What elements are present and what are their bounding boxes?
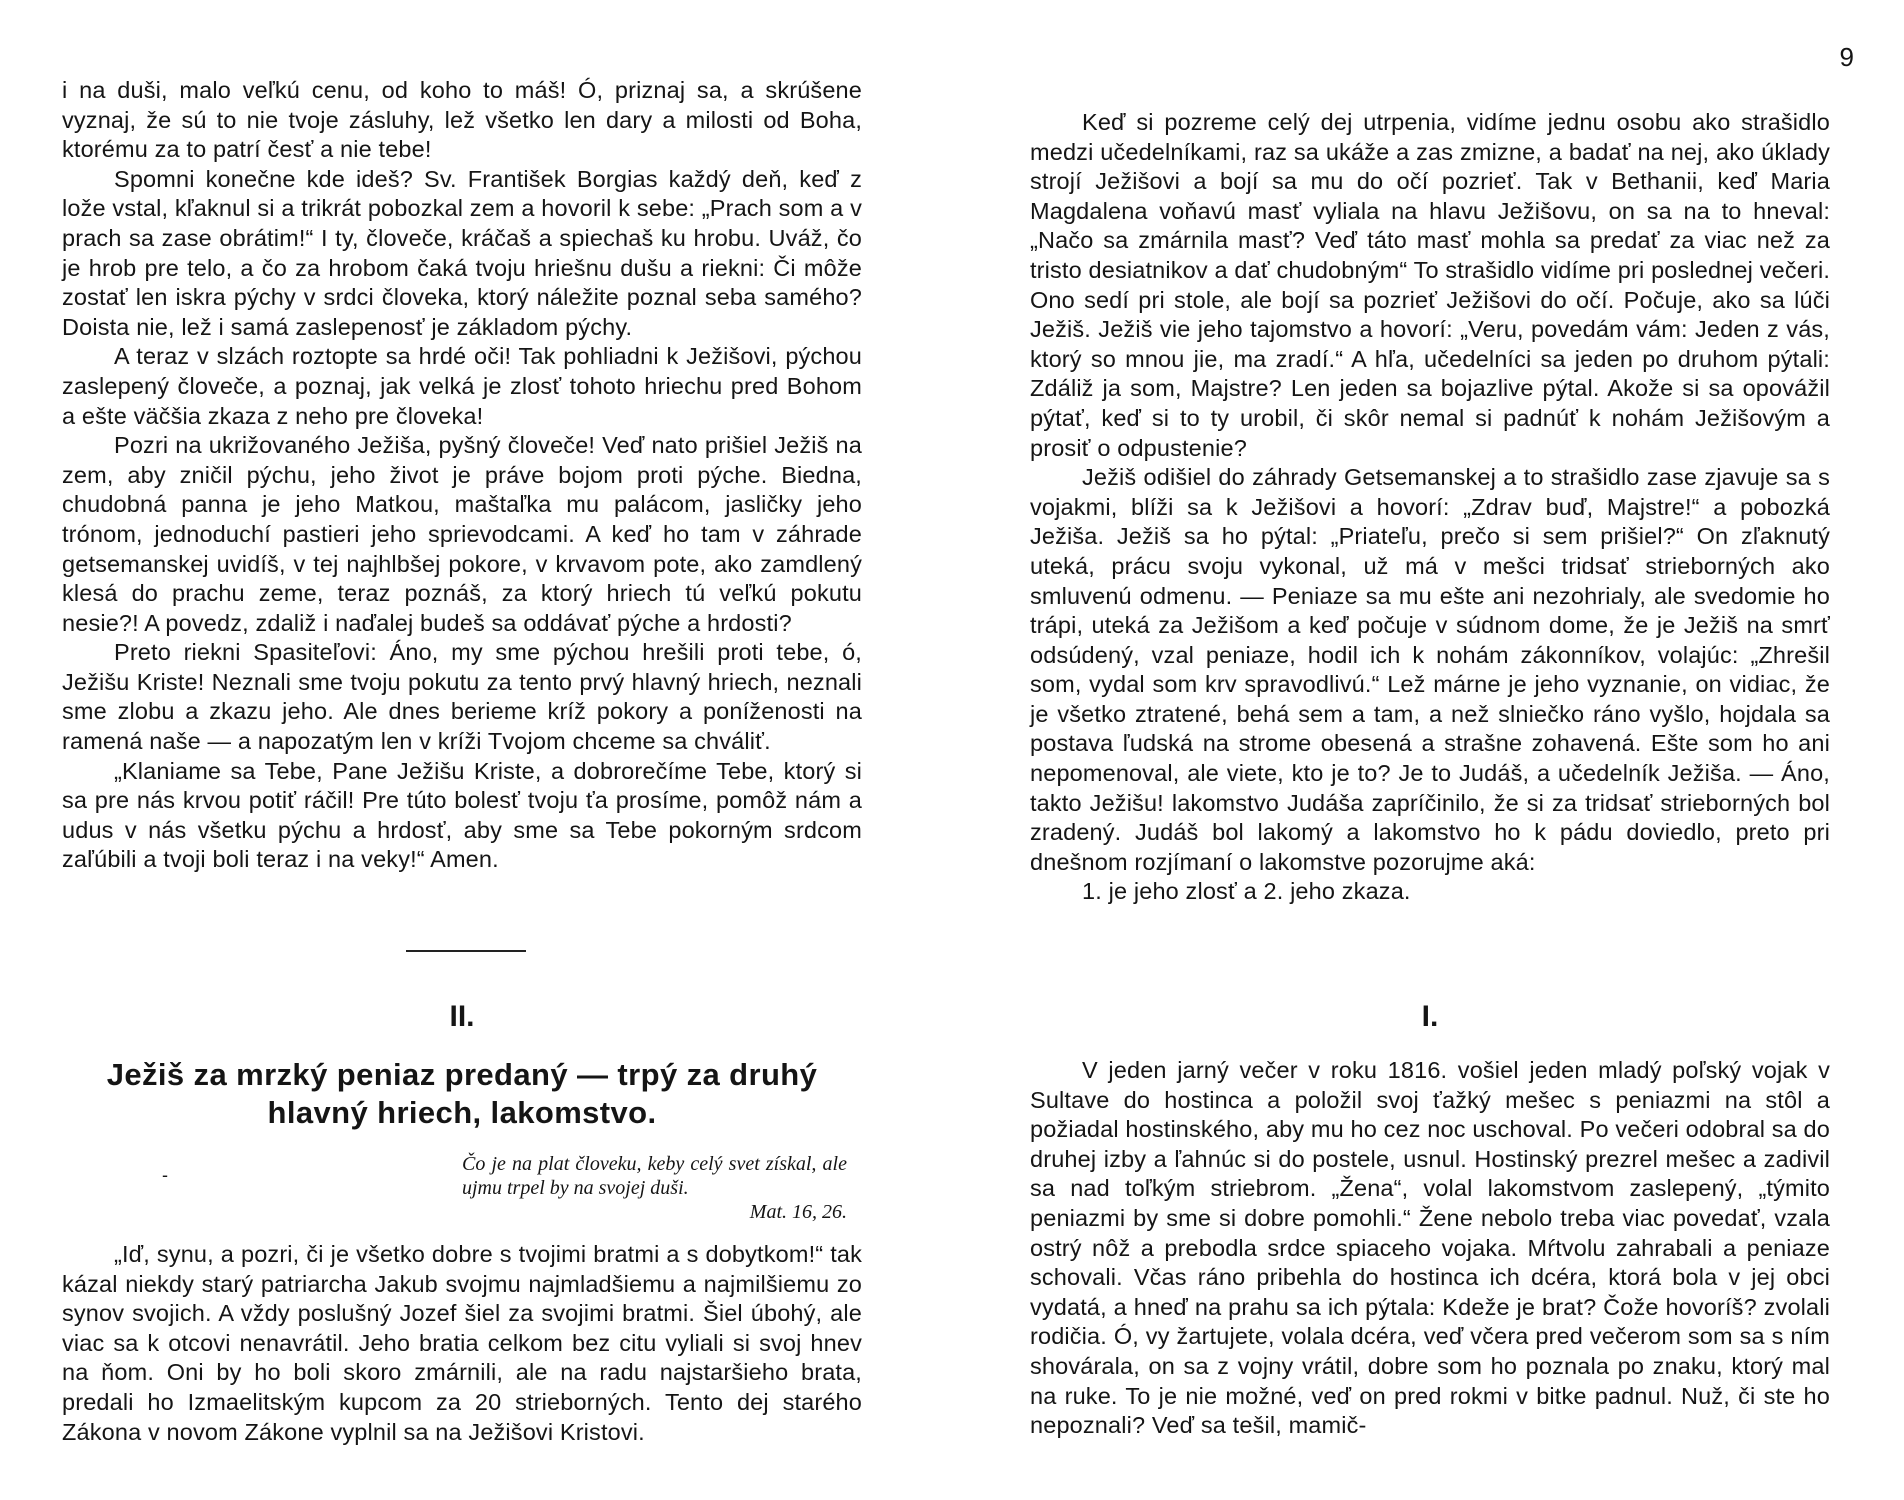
left-paragraph-2: Spomni konečne kde ideš? Sv. František Borgias každý deň, keď z lože vstal, kľaknul si a trikrát pobozkal zem a hovoril k sebe: „Prach som a v prach sa zase obrátim!“ I ty, človeče, kráčaš a spiechaš ku hrobu. Uváž, čo je hrob pre telo, a čo za hrobom čaká tvoju hriešnu dušu a riekni: Či môže zostať len iskra pýchy v srdci človeka, ktorý náležite poznal seba samého? Doista nie, lež i samá zaslepenosť je základom pýchy. — [62, 165, 862, 340]
right-section — [1030, 1000, 1830, 1441]
left-paragraph-4: Pozri na ukrižovaného Ježiša, pyšný človeče! Veď nato prišiel Ježiš na zem, aby zničil pýchu, jeho život je práve bojom proti pýche. Biedna, chudobná panna je jeho Matkou, maštaľka mu palácom, jasličky jeho trónom, jednoduchí pastieri jeho sprievodcami. A keď ho tam v záhrade getsemanskej uvidíš, v tej najhlbšej pokore, v krvavom pote, ako zamdlený klesá do prachu zeme, teraz poznáš, za ktorý hriech tú veľkú pokutu nesie?! A povedz, zdaliž i naďalej budeš sa oddávať pýche a hrdosti? — [62, 432, 862, 636]
left-paragraph-1: i na duši, malo veľkú cenu, od koho to máš! Ó, priznaj sa, a skrúšene vyznaj, že sú to nie tvoje zásluhy, lež všetko len dary a milosti od Boha, ktorému za to patrí česť a nie tebe! — [62, 77, 862, 163]
section-title: Ježiš za mrzký peniaz predaný — trpý za druhý hlavný hriech, lakomstvo. — [106, 1057, 818, 1130]
motto-mark: - — [162, 1165, 168, 1185]
left-paragraph-5: Preto riekni Spasiteľovi: Áno, my sme pýchou hrešili proti tebe, ó, Ježišu Kriste! Neznali sme tvoju pokutu za tento prvý hlavný hriech, neznali sme zlobu a zkazu jeho. Ale dnes berieme kríž pokory a poníženosti na ramená naše — a napozatým len v kríži Tvojom chceme sa chváliť. — [62, 639, 862, 755]
left-paragraph-6: „Klaniame sa Tebe, Pane Ježišu Kriste, a dobrorečíme Tebe, ktorý si sa pre nás krvou potiť ráčil! Pre túto bolesť tvoju ťa prosíme, pomôž nám a udus v nás všetku pýchu a hrdosť, aby sme sa Tebe pokorným srdcom zaľúbili a tvoji boli teraz i na veky!“ Amen. — [62, 757, 862, 873]
right-paragraph-3: 1. je jeho zlosť a 2. jeho zkaza. — [1082, 878, 1411, 905]
section-divider-rule — [406, 950, 526, 952]
left-section — [62, 1000, 862, 1447]
motto-quote — [462, 1152, 847, 1224]
right-paragraph-2: Ježiš odišiel do záhrady Getsemanskej a to strašidlo zase zjavuje sa s vojakmi, blíži sa k Ježišovi a hovorí: „Zdrav buď, Majstre!“ a pobozká Ježiša. Ježiš sa ho pýtal: „Priateľu, prečo si sem prišiel?“ On zľaknutý uteká, prácu svoju vykonal, už má v mešci tridsať strieborných ako smluvenú odmenu. — Peniaze sa mu ešte ani nezohrialy, ale svedomie ho trápi, uteká za Ježišom a keď počuje v súdnom dome, že je Ježiš na smrť odsúdený, vzal peniaze, hodil ich k nohám zákonníkov, volajúc: „Zhrešil som, vydal som krv spravodlivú.“ Lež márne je jeho vyznanie, on vidiac, že je všetko ztratené, behá sem a tam, a než slniečko ráno vyšlo, hojdala sa postava ľudská na strome obesená a strašne zohavená. Ešte som ho ani nepomenoval, ale viete, kto je to? Je to Judáš, a učedelník Ježiša. — Áno, takto Ježišu! lakomstvo Judáša zapríčinilo, že si za tridsať strieborných bol zradený. Judáš bol lakomý a lakomstvo ho k pádu doviedlo, preto pri dnešnom rozjímaní o lakomstve pozorujme aká: — [1030, 464, 1830, 875]
left-page — [62, 0, 862, 1500]
section-number-i: I. — [1421, 1000, 1439, 1033]
right-page — [1030, 0, 1854, 1500]
left-section-paragraph: „Iď, synu, a pozri, či je všetko dobre s tvojimi bratmi a s dobytkom!“ tak kázal niekdy starý patriarcha Jakub svojmu najmladšiemu a najmilšiemu zo synov svojich. A vždy poslušný Jozef šiel za svojimi bratmi. Šiel úbohý, ale viac sa k otcovi nenavrátil. Jeho bratia celkom bez citu vyliali si svoj hnev na ňom. Oni by ho boli skoro zmárnili, ale na radu najstaršieho brata, predali ho Izmaelitským kupcom za 20 strieborných. Tento dej starého Zákona v novom Zákone vyplnil sa na Ježišovi Kristovi. — [62, 1241, 862, 1445]
right-section-paragraph: V jeden jarný večer v roku 1816. vošiel jeden mladý poľský vojak v Sultave do hostinca a položil svoj ťažký mešec s peniazmi na stôl a požiadal hostinského, aby mu ho cez noc uschoval. Po večeri odobral sa do druhej izby a ľahnúc si do postele, usnul. Hostinský prezrel mešec a zadivil sa nad toľkým striebrom. „Žena“, volal lakomstvom zaslepený, „týmito peniazmi by sme si dobre pomohli.“ Žene nebolo treba viac povedať, vzala ostrý nôž a prebodla srdce spiaceho vojaka. Mŕtvolu zahrabali a peniaze schovali. Včas ráno pribehla do hostinca ich dcéra, ktorá bola v jej obci vydatá, a hneď na prahu sa ich pýtala: Kdeže je brat? Čože hovoríš? zvolali rodičia. Ó, vy žartujete, volala dcéra, veď včera pred večerom som sa s ním shovárala, on sa z vojny vrátil, dobre som ho poznala po znaku, ktorý mal na ruke. To je nie možné, veď on pred rokmi v bitke padnul. Nuž, či ste ho nepoznali? Veď sa tešil, mamič- — [1030, 1057, 1830, 1439]
motto-text: Čo je na plat človeku, keby celý svet získal, ale ujmu trpel by na svojej duši. — [462, 1153, 847, 1199]
right-paragraph-1: Keď si pozreme celý dej utrpenia, vidíme jednu osobu ako strašidlo medzi učedelníkami, raz sa ukáže a zas zmizne, a badať na nej, ako úklady strojí Ježišovi a bojí sa mu do očí pozrieť. Tak v Bethanii, keď Maria Magdalena voňavú masť vyliala na hlavu Ježišovu, on sa na to hneval: „Načo sa zmárnila masť? Veď táto masť mohla sa predať za viac než za tristo desiatnikov a dať chudobným“ To strašidlo vidíme pri poslednej večeri. Ono sedí pri stole, ale bojí sa pozrieť Ježišovi do očí. Počuje, ako sa lúči Ježiš. Ježiš vie jeho tajomstvo a hovorí: „Veru, povedám vám: Jeden z vás, ktorý so mnou jie, ma zradí.“ A hľa, učedelníci sa jeden po druhom pýtali: Zdáliž ja som, Majstre? Len jeden sa bojazlive pýtal. Akože si sa opovážil pýtať, keď si to ty urobil, či skôr nemal si padnúť k nohám Ježišovým a prosiť o odpustenie? — [1030, 109, 1830, 461]
page-number: 9 — [1839, 42, 1854, 72]
motto-reference: Mat. 16, 26. — [749, 1201, 847, 1223]
left-body — [62, 76, 862, 875]
left-paragraph-3: A teraz v slzách roztopte sa hrdé oči! Tak pohliadni k Ježišovi, pýchou zaslepený človeče, a poznaj, jak velká je zlosť tohoto hriechu pred Bohom a ešte väčšia zkaza z neho pre človeka! — [62, 343, 862, 429]
section-number-ii: II. — [449, 1000, 475, 1033]
right-body — [1030, 108, 1830, 907]
